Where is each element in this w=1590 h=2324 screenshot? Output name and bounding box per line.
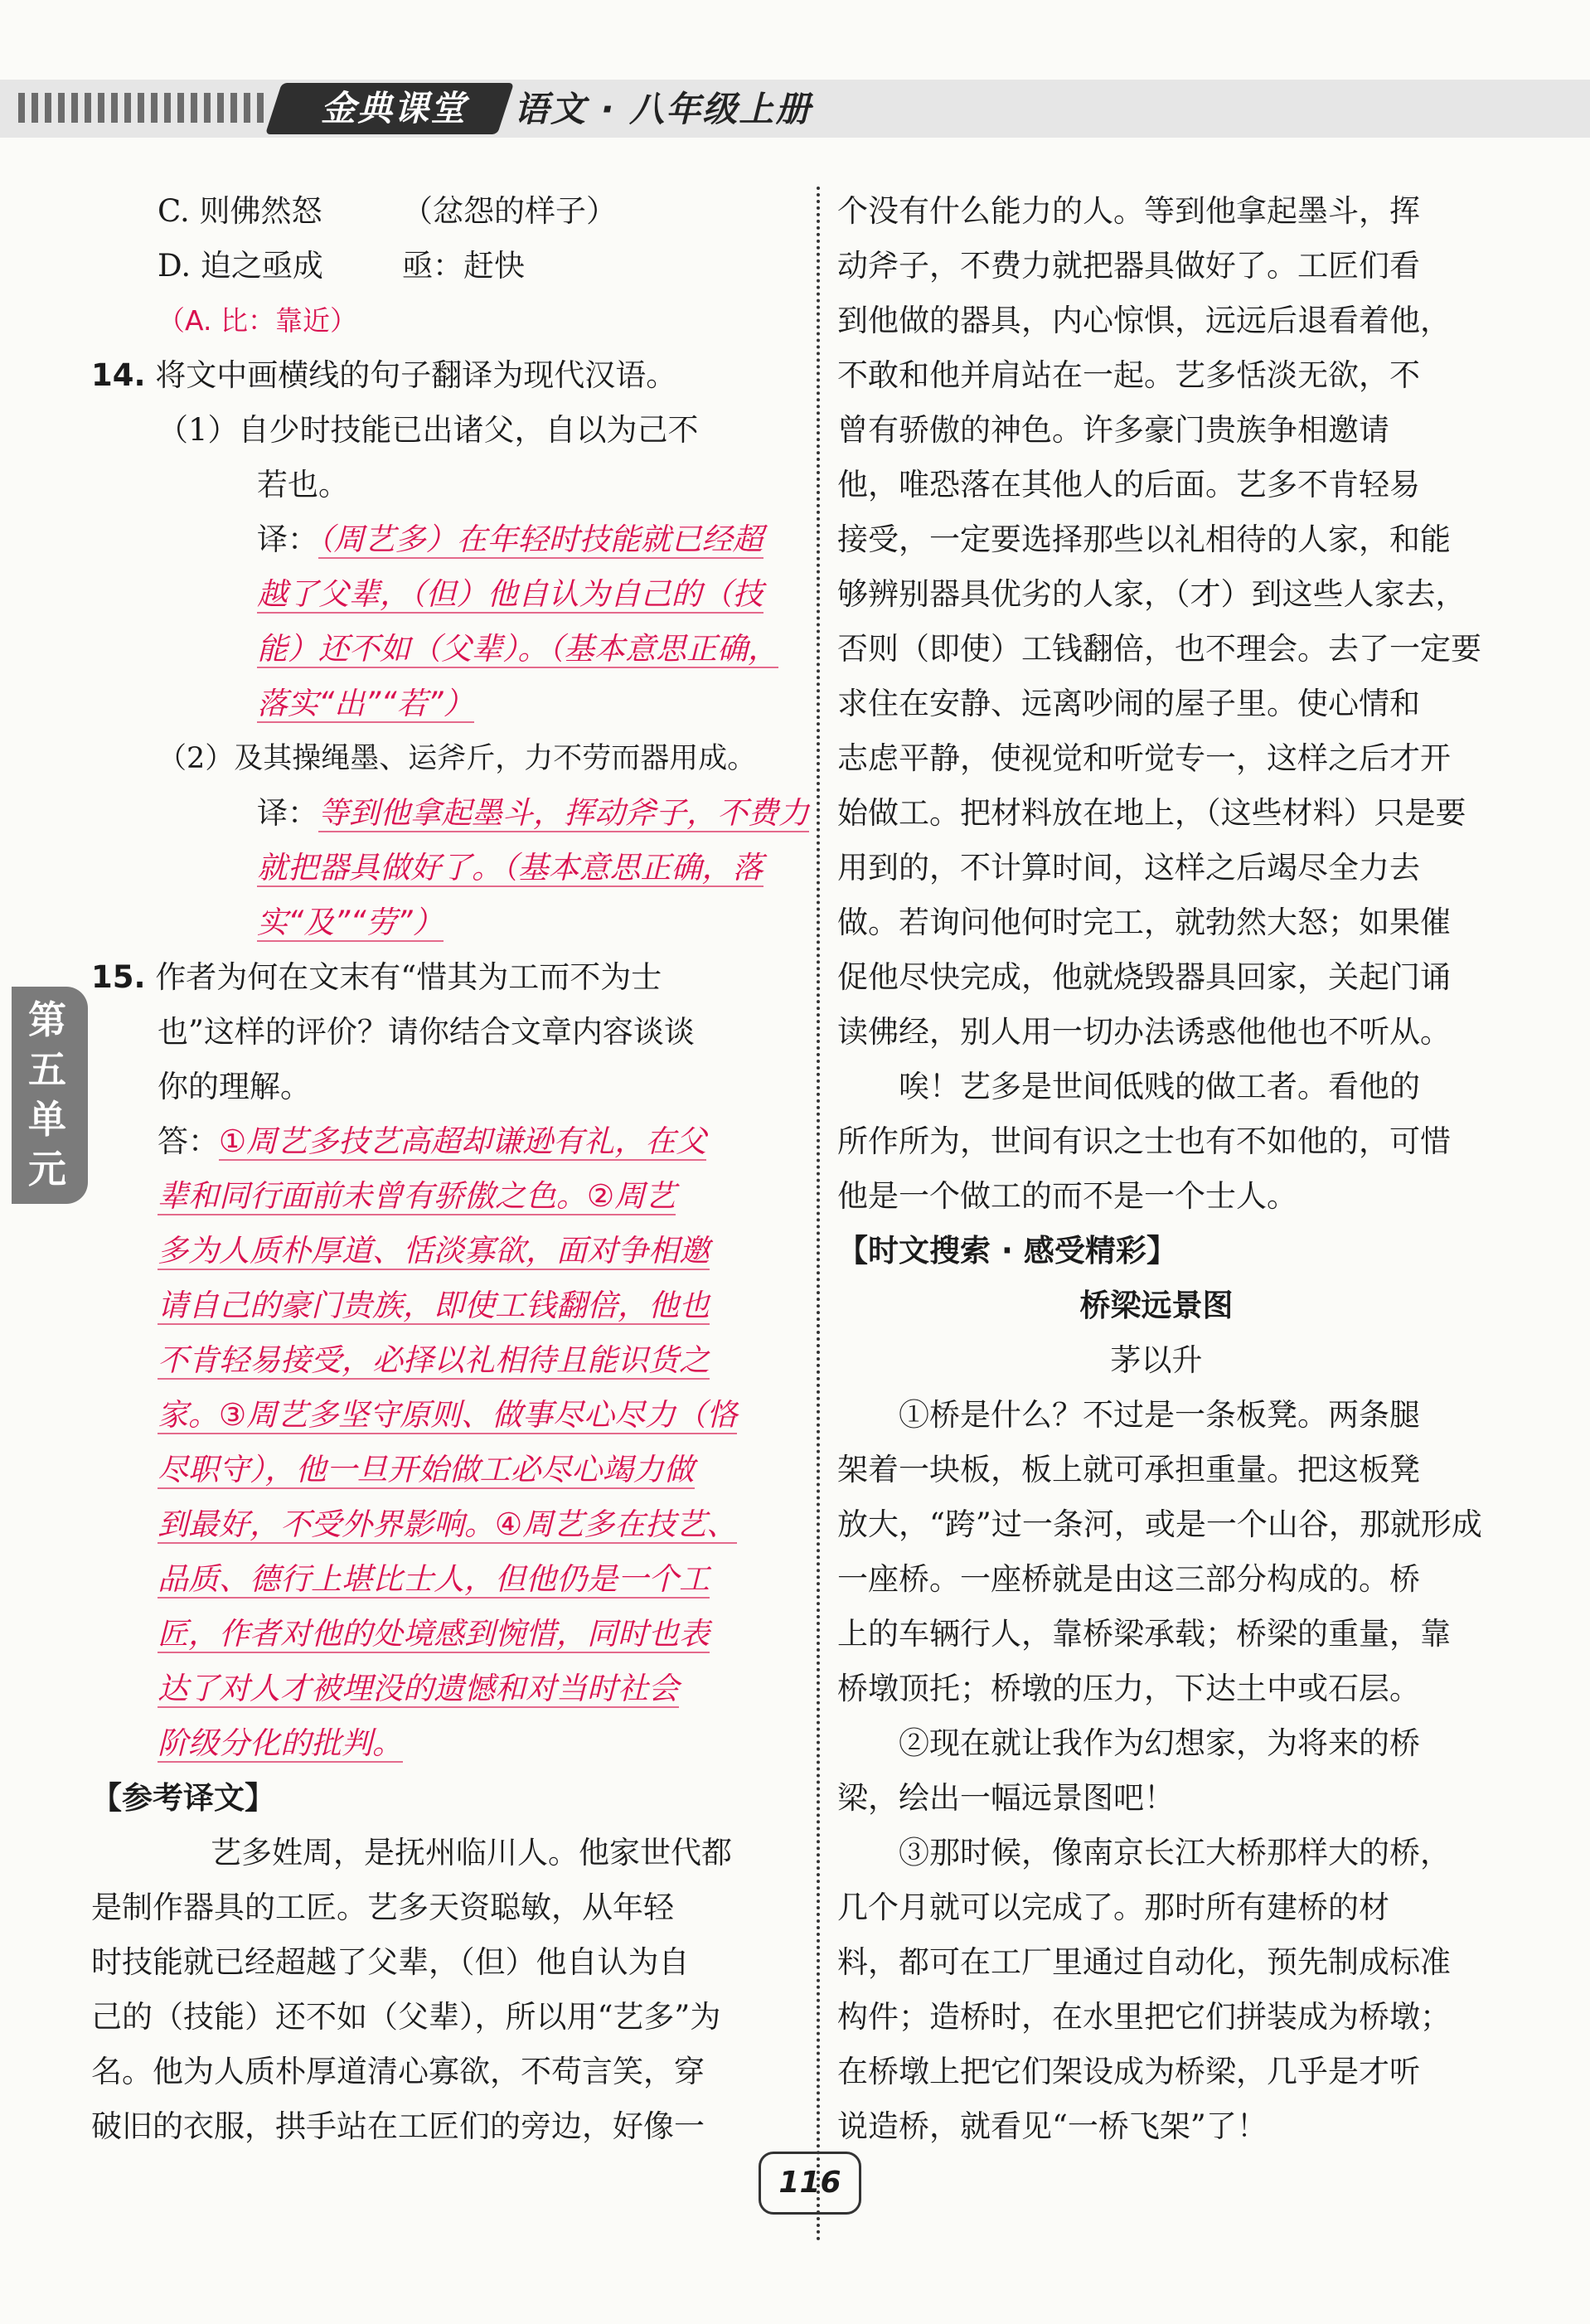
trans-line: 促他尽快完成，他就烧毁器具回家，关起门诵 xyxy=(837,959,1451,995)
article-line: 架着一块板，板上就可承担重量。把这板凳 xyxy=(837,1452,1420,1487)
q14-1-text-b: 若也。 xyxy=(257,467,349,502)
answer-text: 达了对人才被埋没的遗憾和对当时社会 xyxy=(158,1671,679,1706)
trans-line: 个没有什么能力的人。等到他拿起墨斗，挥 xyxy=(837,193,1420,229)
trans-line: 到他做的器具，内心惊惧，远远后退看着他， xyxy=(837,303,1451,338)
trans-line: 志虑平静，使视觉和听觉专一，这样之后才开 xyxy=(837,740,1451,776)
unit-side-tab-label: 第五单元 xyxy=(28,997,66,1191)
q14-1-text-a: （1）自少时技能已出诸父，自以为己不 xyxy=(158,412,699,448)
q15-answer-line xyxy=(158,1224,796,1278)
q15-answer-line xyxy=(158,1552,796,1607)
q15-answer-line xyxy=(158,1607,796,1662)
subject-title: 语文 · 八年级上册 xyxy=(514,89,812,129)
option-c-label: C. 则佛然怒 xyxy=(158,193,322,229)
article-line: 放大，“跨”过一条河，或是一个山谷，那就形成 xyxy=(837,1506,1482,1542)
q14-1-answer-line xyxy=(158,567,796,622)
question-15-number: 15. xyxy=(91,959,146,995)
answer-text: ①周艺多技艺高超却谦逊有礼，在父 xyxy=(219,1123,707,1159)
q14-2-text: （2）及其操绳墨、运斧斤，力不劳而器用成。 xyxy=(158,742,757,775)
page-number: 116 xyxy=(759,2152,861,2215)
trans-line: 曾有骄傲的神色。许多豪门贵族争相邀请 xyxy=(837,412,1389,448)
q15-answer-line xyxy=(158,1169,796,1224)
brand-title: 金典课堂 xyxy=(320,88,467,129)
answer-text: 辈和同行面前未曾有骄傲之色。②周艺 xyxy=(158,1178,676,1214)
ref-line: 己的（技能）还不如（父辈），所以用“艺多”为 xyxy=(91,1999,721,2035)
option-d xyxy=(158,239,796,294)
question-14 xyxy=(91,348,796,403)
q15-answer-line xyxy=(158,1278,796,1333)
trans-line: 求住在安静、远离吵闹的屋子里。使心情和 xyxy=(837,686,1420,721)
q15-answer-line xyxy=(158,1716,796,1771)
q14-2-answer-line: 等到他拿起墨斗，挥动斧子，不费力 xyxy=(318,795,809,831)
article-line: ②现在就让我作为幻想家，为将来的桥 xyxy=(899,1725,1420,1761)
q14-1-answer-prefix: 译： xyxy=(257,522,318,557)
article-line: 桥墩顶托；桥墩的压力，下达土中或石层。 xyxy=(837,1671,1420,1706)
trans-line: 不敢和他并肩站在一起。艺多恬淡无欲，不 xyxy=(837,357,1420,393)
trans-end-line: 唉！艺多是世间低贱的做工者。看他的 xyxy=(899,1069,1420,1104)
ref-line: 艺多姓周，是抚州临川人。他家世代都 xyxy=(211,1835,732,1870)
reference-translation-title: 【参考译文】 xyxy=(91,1780,275,1816)
ref-line: 是制作器具的工匠。艺多天资聪敏，从年轻 xyxy=(91,1890,674,1925)
section-title: 【时文搜索 · 感受精彩】 xyxy=(837,1233,1177,1269)
article-line: 一座桥。一座桥就是由这三部分构成的。桥 xyxy=(837,1561,1420,1597)
answer-text: 落实“出”“若”） xyxy=(257,686,474,721)
article-line: 料，都可在工厂里通过自动化，预先制成标准 xyxy=(837,1944,1451,1980)
answer-text: 匠，作者对他的处境感到惋惜，同时也表 xyxy=(158,1616,710,1652)
answer-text: 家。③周艺多坚守原则、做事尽心尽力（恪 xyxy=(158,1397,738,1433)
column-divider xyxy=(817,187,820,2243)
option-c xyxy=(158,184,796,239)
left-column xyxy=(91,184,809,2154)
q14-1-answer-line xyxy=(158,677,796,731)
ref-line: 名。他为人质朴厚道清心寡欲，不苟言笑，穿 xyxy=(91,2054,705,2089)
q15-answer-line xyxy=(158,1443,796,1497)
q15-answer-line xyxy=(158,1388,796,1443)
q15-answer xyxy=(158,1114,796,1169)
article-line: 梁，绘出一幅远景图吧！ xyxy=(837,1780,1175,1816)
trans-line: 否则（即使）工钱翻倍，也不理会。去了一定要 xyxy=(837,631,1481,667)
answer-text: 越了父辈，（但）他自认为自己的（技 xyxy=(257,576,763,612)
answer-text: 阶级分化的批判。 xyxy=(158,1725,403,1761)
q14-2-answer-line xyxy=(158,841,796,895)
question-15-text: 你的理解。 xyxy=(158,1069,311,1104)
answer-text: 品质、德行上堪比士人，但他仍是一个工 xyxy=(158,1561,710,1597)
q14-1-answer-line xyxy=(158,622,796,677)
trans-line: 用到的，不计算时间，这样之后竭尽全力去 xyxy=(837,850,1420,885)
answer-text: 不肯轻易接受，必择以礼相待且能识货之 xyxy=(158,1342,710,1378)
trans-line: 始做工。把材料放在地上，（这些材料）只是要 xyxy=(837,795,1466,831)
article-line: 构件；造桥时，在水里把它们拼装成为桥墩； xyxy=(837,1999,1451,2035)
q14-2-answer xyxy=(158,786,809,841)
ref-line: 破旧的衣服，拱手站在工匠们的旁边，好像一 xyxy=(91,2108,705,2144)
option-c-gloss: （忿怨的样子） xyxy=(402,193,617,229)
q14-2-answer-prefix: 译： xyxy=(257,795,318,831)
article-line: 说造桥，就看见“一桥飞架”了！ xyxy=(837,2108,1268,2144)
article-line: ①桥是什么？不过是一条板凳。两条腿 xyxy=(899,1397,1420,1433)
answer-text: 就把器具做好了。（基本意思正确，落 xyxy=(257,850,763,885)
article-author: 茅以升 xyxy=(1110,1342,1203,1378)
trans-line: 接受，一定要选择那些以礼相待的人家，和能 xyxy=(837,522,1451,557)
question-15-text: 作者为何在文末有“惜其为工而不为士 xyxy=(155,959,662,995)
trans-end-line: 所作所为，世间有识之士也有不如他的，可惜 xyxy=(837,1123,1451,1159)
question-15 xyxy=(91,950,796,1005)
article-title: 桥梁远景图 xyxy=(1079,1288,1234,1323)
answer-text: 尽职守），他一旦开始做工必尽心竭力做 xyxy=(158,1452,695,1487)
article-line: 上的车辆行人，靠桥梁承载；桥梁的重量，靠 xyxy=(837,1616,1451,1652)
option-d-gloss: 亟：赶快 xyxy=(402,248,525,284)
article-line: 几个月就可以完成了。那时所有建桥的材 xyxy=(837,1890,1389,1925)
answer-text: 多为人质朴厚道、恬淡寡欲，面对争相邀 xyxy=(158,1233,710,1269)
trans-line: 做。若询问他何时完工，就勃然大怒；如果催 xyxy=(837,905,1451,940)
question-14-number: 14. xyxy=(91,357,146,393)
q15-answer-line xyxy=(158,1497,796,1552)
answer-text: 实“及”“劳”） xyxy=(257,905,444,940)
trans-line: 他，唯恐落在其他人的后面。艺多不肯轻易 xyxy=(837,467,1420,502)
right-column xyxy=(837,184,1482,2154)
trans-line: 读佛经，别人用一切办法诱惑他他也不听从。 xyxy=(837,1014,1451,1050)
article-line: ③那时候，像南京长江大桥那样大的桥， xyxy=(899,1835,1451,1870)
question-14-text: 将文中画横线的句子翻译为现代汉语。 xyxy=(155,357,677,393)
question-15-text: 也”这样的评价？请你结合文章内容谈谈 xyxy=(158,1014,695,1050)
option-d-label: D. 迫之亟成 xyxy=(158,248,323,284)
q15-answer-prefix: 答： xyxy=(158,1123,219,1159)
q14-2-answer-line xyxy=(158,895,796,950)
trans-line: 动斧子，不费力就把器具做好了。工匠们看 xyxy=(837,248,1420,284)
answer-text: 请自己的豪门贵族，即使工钱翻倍，他也 xyxy=(158,1288,710,1323)
q15-answer-line xyxy=(158,1662,796,1716)
answer-text: 能）还不如（父辈）。（基本意思正确， xyxy=(257,631,778,667)
trans-end-line: 他是一个做工的而不是一个士人。 xyxy=(837,1178,1297,1214)
q14-1-answer xyxy=(158,512,796,567)
answer-text: 到最好，不受外界影响。④周艺多在技艺、 xyxy=(158,1506,738,1542)
q14-1-answer-line: （周艺多）在年轻时技能就已经超 xyxy=(318,522,763,557)
header-stripes xyxy=(18,93,267,123)
article-line: 在桥墩上把它们架设成为桥梁，几乎是才听 xyxy=(837,2054,1420,2089)
q15-answer-line xyxy=(158,1333,796,1388)
trans-line: 够辨别器具优劣的人家，（才）到这些人家去， xyxy=(837,576,1466,612)
answer-13: （A. 比：靠近） xyxy=(158,304,357,337)
ref-line: 时技能就已经超越了父辈，（但）他自认为自 xyxy=(91,1944,690,1980)
